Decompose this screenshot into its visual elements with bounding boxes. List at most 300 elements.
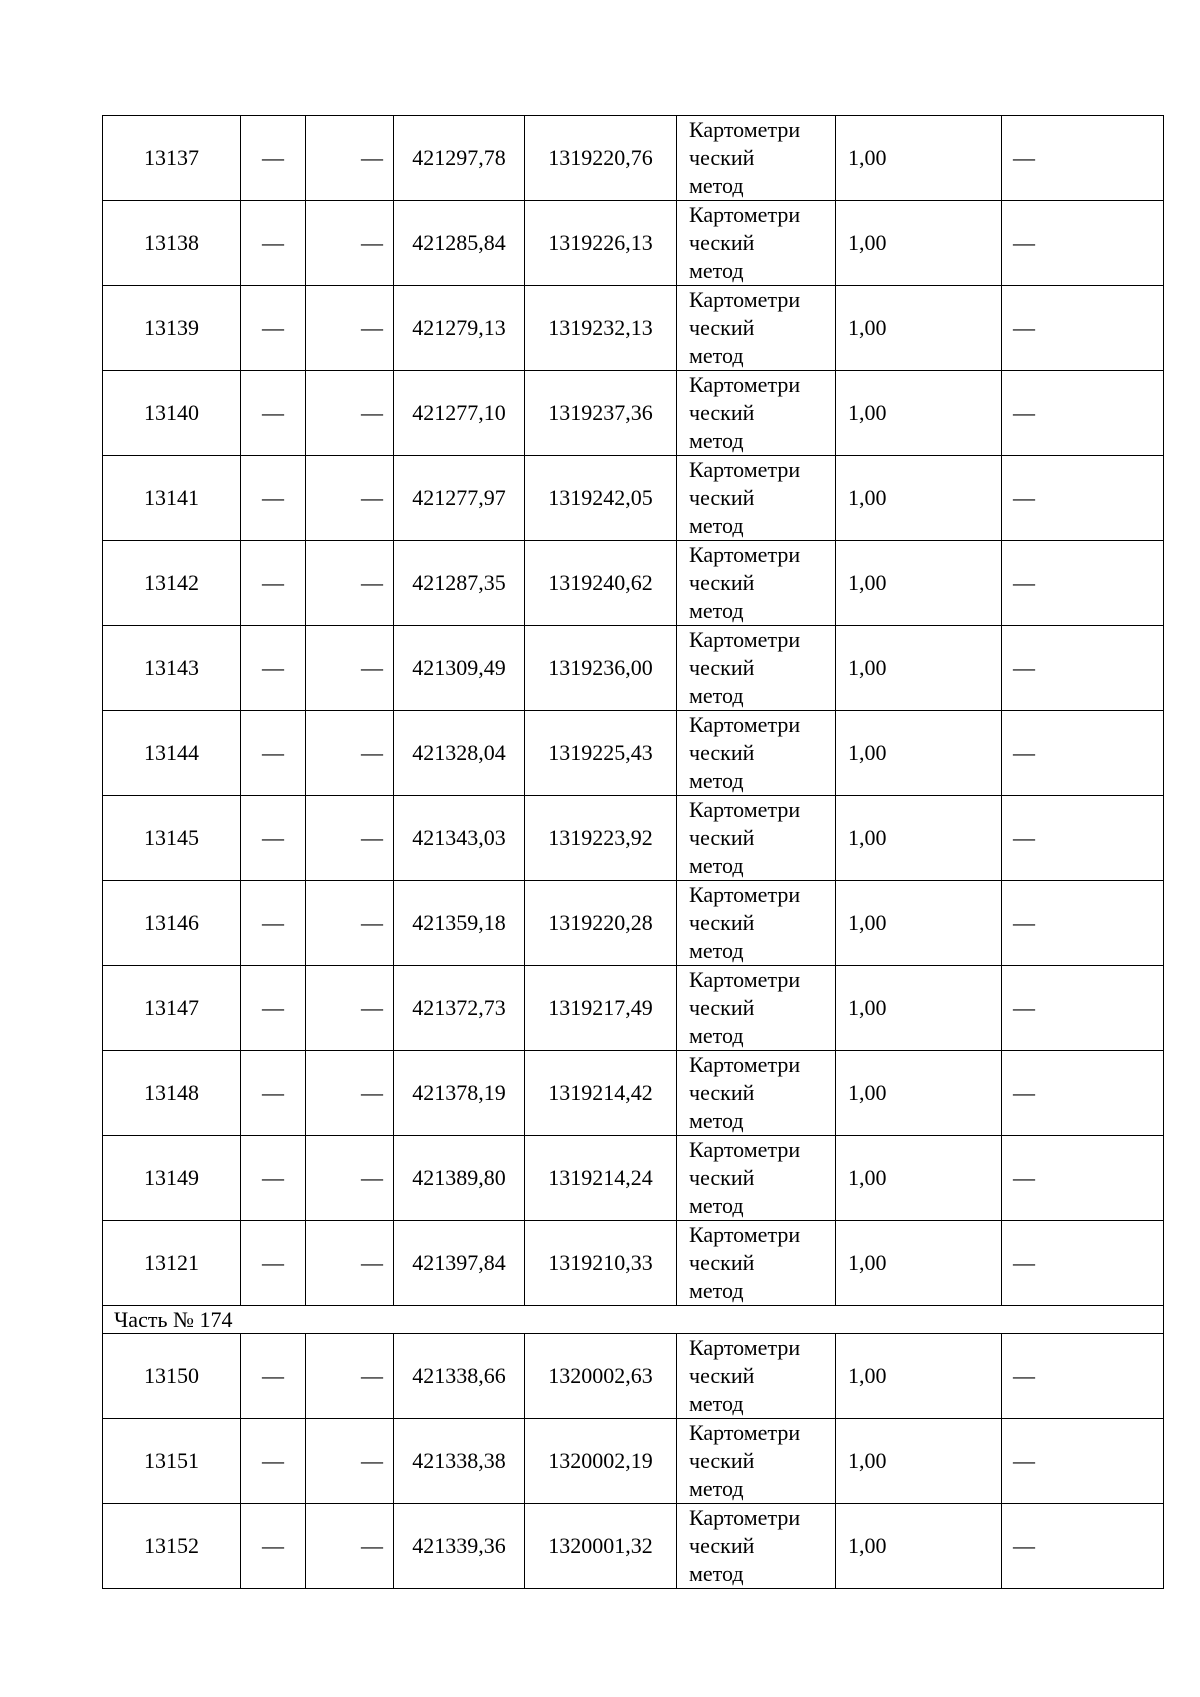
- method-line: Картометри: [689, 1137, 801, 1162]
- column-2-cell: [241, 626, 306, 711]
- table-row: [103, 1419, 1164, 1504]
- accuracy-cell: [836, 711, 1002, 796]
- accuracy-cell: [836, 1504, 1002, 1589]
- method-cell: [677, 711, 836, 796]
- coordinate-x-cell: [394, 1221, 525, 1306]
- method-cell: [677, 1504, 836, 1589]
- coordinate-y-cell: [525, 966, 677, 1051]
- column-3-cell: [306, 456, 394, 541]
- column-2-value: —: [262, 825, 284, 850]
- coordinate-y-cell: [525, 1334, 677, 1419]
- method-line: ческий: [689, 995, 755, 1020]
- method-line: ческий: [689, 740, 755, 765]
- accuracy-value: 1,00: [848, 1080, 887, 1105]
- point-number-value: 13149: [144, 1165, 199, 1190]
- method-line: ческий: [689, 825, 755, 850]
- column-8-value: —: [1013, 1448, 1035, 1473]
- coordinate-y-cell: [525, 1504, 677, 1589]
- point-number-value: 13146: [144, 910, 199, 935]
- coordinate-x-cell: [394, 286, 525, 371]
- coordinate-y-value: 1320002,63: [548, 1363, 653, 1388]
- coordinate-x-cell: [394, 1419, 525, 1504]
- coordinate-y-value: 1319240,62: [548, 570, 653, 595]
- method-line: метод: [689, 768, 744, 793]
- method-cell: [677, 1221, 836, 1306]
- column-2-value: —: [262, 315, 284, 340]
- column-2-cell: [241, 1051, 306, 1136]
- coordinate-x-value: 421285,84: [412, 230, 506, 255]
- coordinate-x-value: 421372,73: [412, 995, 506, 1020]
- table-row: [103, 1051, 1164, 1136]
- coordinate-y-cell: [525, 116, 677, 201]
- column-2-value: —: [262, 570, 284, 595]
- method-line: метод: [689, 1476, 744, 1501]
- accuracy-value: 1,00: [848, 655, 887, 680]
- column-3-cell: [306, 1051, 394, 1136]
- column-8-cell: [1002, 201, 1164, 286]
- method-line: метод: [689, 853, 744, 878]
- accuracy-value: 1,00: [848, 1363, 887, 1388]
- column-2-value: —: [262, 1363, 284, 1388]
- column-3-cell: [306, 796, 394, 881]
- column-3-value: —: [361, 400, 383, 425]
- method-line: Картометри: [689, 1052, 801, 1077]
- coordinate-y-cell: [525, 711, 677, 796]
- column-8-value: —: [1013, 145, 1035, 170]
- method-line: метод: [689, 1561, 744, 1586]
- table-row: [103, 201, 1164, 286]
- coordinate-x-value: 421378,19: [412, 1080, 506, 1105]
- coordinate-x-value: 421287,35: [412, 570, 506, 595]
- column-8-value: —: [1013, 1363, 1035, 1388]
- method-line: ческий: [689, 1250, 755, 1275]
- method-line: Картометри: [689, 627, 801, 652]
- coordinate-x-cell: [394, 966, 525, 1051]
- column-3-value: —: [361, 655, 383, 680]
- method-line: метод: [689, 1023, 744, 1048]
- coordinate-y-value: 1319220,76: [548, 145, 653, 170]
- accuracy-cell: [836, 881, 1002, 966]
- point-number-cell: [103, 1504, 241, 1589]
- column-2-cell: [241, 1221, 306, 1306]
- part-header-row: [103, 1306, 1164, 1334]
- coordinate-y-value: 1319237,36: [548, 400, 653, 425]
- column-2-value: —: [262, 1165, 284, 1190]
- method-line: Картометри: [689, 967, 801, 992]
- method-line: ческий: [689, 1363, 755, 1388]
- column-2-value: —: [262, 910, 284, 935]
- column-8-cell: [1002, 1504, 1164, 1589]
- column-3-cell: [306, 1334, 394, 1419]
- point-number-value: 13152: [144, 1533, 199, 1558]
- point-number-cell: [103, 1221, 241, 1306]
- column-8-cell: [1002, 796, 1164, 881]
- method-line: Картометри: [689, 202, 801, 227]
- column-8-cell: [1002, 966, 1164, 1051]
- column-2-value: —: [262, 1448, 284, 1473]
- column-8-cell: [1002, 1051, 1164, 1136]
- point-number-cell: [103, 711, 241, 796]
- table-row: [103, 881, 1164, 966]
- coordinate-x-cell: [394, 1504, 525, 1589]
- column-8-value: —: [1013, 230, 1035, 255]
- method-line: Картометри: [689, 457, 801, 482]
- coordinate-x-value: 421338,38: [412, 1448, 506, 1473]
- column-2-value: —: [262, 655, 284, 680]
- accuracy-value: 1,00: [848, 570, 887, 595]
- column-3-value: —: [361, 1250, 383, 1275]
- column-3-value: —: [361, 825, 383, 850]
- point-number-value: 13137: [144, 145, 199, 170]
- column-3-value: —: [361, 1080, 383, 1105]
- point-number-cell: [103, 1419, 241, 1504]
- coordinate-y-cell: [525, 1051, 677, 1136]
- table-body: [103, 116, 1164, 1589]
- coordinate-y-cell: [525, 796, 677, 881]
- method-line: ческий: [689, 1533, 755, 1558]
- point-number-value: 13121: [144, 1250, 199, 1275]
- coordinate-x-value: 421277,10: [412, 400, 506, 425]
- column-8-value: —: [1013, 1165, 1035, 1190]
- coordinate-x-cell: [394, 626, 525, 711]
- table-row: [103, 456, 1164, 541]
- column-3-cell: [306, 1221, 394, 1306]
- coordinate-y-value: 1319210,33: [548, 1250, 653, 1275]
- method-line: метод: [689, 343, 744, 368]
- accuracy-value: 1,00: [848, 1250, 887, 1275]
- method-cell: [677, 626, 836, 711]
- table-row: [103, 796, 1164, 881]
- column-2-cell: [241, 286, 306, 371]
- column-8-value: —: [1013, 655, 1035, 680]
- method-line: Картометри: [689, 797, 801, 822]
- coordinate-y-value: 1319225,43: [548, 740, 653, 765]
- column-3-cell: [306, 966, 394, 1051]
- method-line: ческий: [689, 315, 755, 340]
- accuracy-value: 1,00: [848, 485, 887, 510]
- column-2-cell: [241, 541, 306, 626]
- method-cell: [677, 796, 836, 881]
- point-number-value: 13145: [144, 825, 199, 850]
- point-number-cell: [103, 626, 241, 711]
- table-row: [103, 116, 1164, 201]
- coordinate-y-value: 1319214,24: [548, 1165, 653, 1190]
- method-line: метод: [689, 1108, 744, 1133]
- column-2-value: —: [262, 995, 284, 1020]
- coordinate-y-value: 1319226,13: [548, 230, 653, 255]
- coordinate-x-cell: [394, 1051, 525, 1136]
- method-line: метод: [689, 938, 744, 963]
- method-line: Картометри: [689, 542, 801, 567]
- point-number-cell: [103, 1051, 241, 1136]
- table-row: [103, 1221, 1164, 1306]
- point-number-value: 13143: [144, 655, 199, 680]
- column-2-cell: [241, 371, 306, 456]
- method-cell: [677, 116, 836, 201]
- column-8-value: —: [1013, 740, 1035, 765]
- column-2-value: —: [262, 1533, 284, 1558]
- method-line: метод: [689, 1193, 744, 1218]
- method-line: Картометри: [689, 287, 801, 312]
- coordinate-y-value: 1319223,92: [548, 825, 653, 850]
- column-8-cell: [1002, 1136, 1164, 1221]
- table-row: [103, 286, 1164, 371]
- column-8-value: —: [1013, 995, 1035, 1020]
- column-3-value: —: [361, 1363, 383, 1388]
- method-line: Картометри: [689, 1505, 801, 1530]
- accuracy-cell: [836, 286, 1002, 371]
- column-3-value: —: [361, 570, 383, 595]
- accuracy-cell: [836, 456, 1002, 541]
- column-3-cell: [306, 1419, 394, 1504]
- coordinate-x-value: 421397,84: [412, 1250, 506, 1275]
- method-cell: [677, 456, 836, 541]
- method-line: Картометри: [689, 117, 801, 142]
- column-3-value: —: [361, 1448, 383, 1473]
- column-8-cell: [1002, 1334, 1164, 1419]
- coordinate-y-cell: [525, 541, 677, 626]
- method-cell: [677, 966, 836, 1051]
- coordinate-x-value: 421389,80: [412, 1165, 506, 1190]
- table-row: [103, 1136, 1164, 1221]
- point-number-value: 13141: [144, 485, 199, 510]
- column-8-cell: [1002, 711, 1164, 796]
- column-3-cell: [306, 881, 394, 966]
- coordinate-y-cell: [525, 286, 677, 371]
- accuracy-value: 1,00: [848, 145, 887, 170]
- coordinate-x-cell: [394, 456, 525, 541]
- coordinate-y-value: 1320002,19: [548, 1448, 653, 1473]
- method-line: ческий: [689, 1165, 755, 1190]
- column-3-value: —: [361, 1165, 383, 1190]
- method-line: ческий: [689, 400, 755, 425]
- column-2-cell: [241, 1136, 306, 1221]
- accuracy-value: 1,00: [848, 1448, 887, 1473]
- column-2-value: —: [262, 400, 284, 425]
- coordinates-table: [102, 115, 1164, 1589]
- method-cell: [677, 371, 836, 456]
- coordinate-y-cell: [525, 371, 677, 456]
- coordinate-y-cell: [525, 881, 677, 966]
- point-number-value: 13151: [144, 1448, 199, 1473]
- method-cell: [677, 1136, 836, 1221]
- method-line: Картометри: [689, 372, 801, 397]
- column-8-value: —: [1013, 1533, 1035, 1558]
- method-cell: [677, 286, 836, 371]
- accuracy-cell: [836, 116, 1002, 201]
- method-line: ческий: [689, 230, 755, 255]
- coordinate-y-value: 1319242,05: [548, 485, 653, 510]
- column-3-cell: [306, 1504, 394, 1589]
- point-number-value: 13138: [144, 230, 199, 255]
- column-3-value: —: [361, 1533, 383, 1558]
- method-cell: [677, 201, 836, 286]
- coordinate-y-value: 1319214,42: [548, 1080, 653, 1105]
- accuracy-value: 1,00: [848, 910, 887, 935]
- column-8-value: —: [1013, 825, 1035, 850]
- column-2-value: —: [262, 740, 284, 765]
- accuracy-cell: [836, 1334, 1002, 1419]
- method-cell: [677, 1419, 836, 1504]
- column-8-value: —: [1013, 910, 1035, 935]
- column-3-cell: [306, 626, 394, 711]
- point-number-cell: [103, 116, 241, 201]
- accuracy-cell: [836, 371, 1002, 456]
- column-2-cell: [241, 201, 306, 286]
- coordinate-y-value: 1319236,00: [548, 655, 653, 680]
- coordinate-x-value: 421297,78: [412, 145, 506, 170]
- table-row: [103, 1334, 1164, 1419]
- column-2-cell: [241, 796, 306, 881]
- coordinate-x-value: 421343,03: [412, 825, 506, 850]
- column-2-value: —: [262, 485, 284, 510]
- coordinate-x-value: 421309,49: [412, 655, 506, 680]
- method-line: метод: [689, 173, 744, 198]
- accuracy-cell: [836, 796, 1002, 881]
- point-number-value: 13139: [144, 315, 199, 340]
- column-3-value: —: [361, 995, 383, 1020]
- coordinate-y-cell: [525, 1136, 677, 1221]
- coordinate-x-value: 421328,04: [412, 740, 506, 765]
- column-8-cell: [1002, 541, 1164, 626]
- point-number-cell: [103, 201, 241, 286]
- point-number-value: 13144: [144, 740, 199, 765]
- table-row: [103, 371, 1164, 456]
- method-line: метод: [689, 598, 744, 623]
- column-2-cell: [241, 966, 306, 1051]
- coordinate-y-value: 1319220,28: [548, 910, 653, 935]
- method-line: Картометри: [689, 1335, 801, 1360]
- column-2-cell: [241, 881, 306, 966]
- column-8-value: —: [1013, 1080, 1035, 1105]
- coordinate-x-cell: [394, 796, 525, 881]
- method-cell: [677, 1334, 836, 1419]
- method-line: метод: [689, 258, 744, 283]
- point-number-cell: [103, 371, 241, 456]
- column-8-cell: [1002, 116, 1164, 201]
- column-3-cell: [306, 1136, 394, 1221]
- column-3-value: —: [361, 485, 383, 510]
- column-8-cell: [1002, 1221, 1164, 1306]
- column-2-cell: [241, 711, 306, 796]
- column-2-cell: [241, 456, 306, 541]
- accuracy-cell: [836, 1051, 1002, 1136]
- point-number-cell: [103, 1334, 241, 1419]
- table-row: [103, 626, 1164, 711]
- table-row: [103, 966, 1164, 1051]
- method-line: Картометри: [689, 712, 801, 737]
- point-number-value: 13148: [144, 1080, 199, 1105]
- coordinate-x-cell: [394, 201, 525, 286]
- accuracy-value: 1,00: [848, 825, 887, 850]
- method-line: ческий: [689, 655, 755, 680]
- coordinate-y-cell: [525, 201, 677, 286]
- point-number-value: 13142: [144, 570, 199, 595]
- column-2-value: —: [262, 230, 284, 255]
- coordinate-x-cell: [394, 711, 525, 796]
- coordinate-x-value: 421339,36: [412, 1533, 506, 1558]
- accuracy-cell: [836, 1221, 1002, 1306]
- coordinate-y-value: 1320001,32: [548, 1533, 653, 1558]
- column-8-value: —: [1013, 315, 1035, 340]
- accuracy-value: 1,00: [848, 740, 887, 765]
- column-2-cell: [241, 1504, 306, 1589]
- column-3-value: —: [361, 145, 383, 170]
- column-3-value: —: [361, 740, 383, 765]
- coordinate-x-cell: [394, 881, 525, 966]
- coordinate-x-value: 421338,66: [412, 1363, 506, 1388]
- column-8-value: —: [1013, 485, 1035, 510]
- point-number-cell: [103, 1136, 241, 1221]
- method-line: метод: [689, 428, 744, 453]
- method-line: метод: [689, 1391, 744, 1416]
- column-2-value: —: [262, 145, 284, 170]
- accuracy-value: 1,00: [848, 1533, 887, 1558]
- point-number-cell: [103, 796, 241, 881]
- coordinate-y-value: 1319217,49: [548, 995, 653, 1020]
- point-number-cell: [103, 541, 241, 626]
- method-line: Картометри: [689, 882, 801, 907]
- coordinate-x-cell: [394, 371, 525, 456]
- coordinate-y-cell: [525, 1221, 677, 1306]
- method-line: Картометри: [689, 1420, 801, 1445]
- column-3-value: —: [361, 315, 383, 340]
- column-3-cell: [306, 116, 394, 201]
- column-3-cell: [306, 286, 394, 371]
- column-2-cell: [241, 1419, 306, 1504]
- method-line: метод: [689, 1278, 744, 1303]
- column-3-value: —: [361, 230, 383, 255]
- coordinate-x-cell: [394, 1334, 525, 1419]
- column-2-value: —: [262, 1080, 284, 1105]
- column-8-cell: [1002, 286, 1164, 371]
- accuracy-value: 1,00: [848, 230, 887, 255]
- coordinate-x-value: 421279,13: [412, 315, 506, 340]
- accuracy-cell: [836, 1136, 1002, 1221]
- point-number-cell: [103, 966, 241, 1051]
- method-cell: [677, 1051, 836, 1136]
- accuracy-value: 1,00: [848, 995, 887, 1020]
- method-line: ческий: [689, 570, 755, 595]
- coordinate-y-cell: [525, 456, 677, 541]
- accuracy-value: 1,00: [848, 315, 887, 340]
- column-2-cell: [241, 116, 306, 201]
- coordinate-y-value: 1319232,13: [548, 315, 653, 340]
- accuracy-value: 1,00: [848, 1165, 887, 1190]
- point-number-value: 13140: [144, 400, 199, 425]
- method-line: метод: [689, 683, 744, 708]
- coordinate-x-value: 421359,18: [412, 910, 506, 935]
- column-3-cell: [306, 541, 394, 626]
- column-2-value: —: [262, 1250, 284, 1275]
- column-8-value: —: [1013, 570, 1035, 595]
- method-line: метод: [689, 513, 744, 538]
- column-3-cell: [306, 711, 394, 796]
- table-row: [103, 541, 1164, 626]
- accuracy-cell: [836, 626, 1002, 711]
- point-number-value: 13150: [144, 1363, 199, 1388]
- coordinate-x-cell: [394, 1136, 525, 1221]
- coordinate-y-cell: [525, 1419, 677, 1504]
- point-number-cell: [103, 456, 241, 541]
- coordinate-x-cell: [394, 116, 525, 201]
- point-number-value: 13147: [144, 995, 199, 1020]
- method-line: ческий: [689, 1448, 755, 1473]
- part-label: Часть № 174: [103, 1306, 1164, 1334]
- coordinate-y-cell: [525, 626, 677, 711]
- accuracy-cell: [836, 966, 1002, 1051]
- column-8-cell: [1002, 626, 1164, 711]
